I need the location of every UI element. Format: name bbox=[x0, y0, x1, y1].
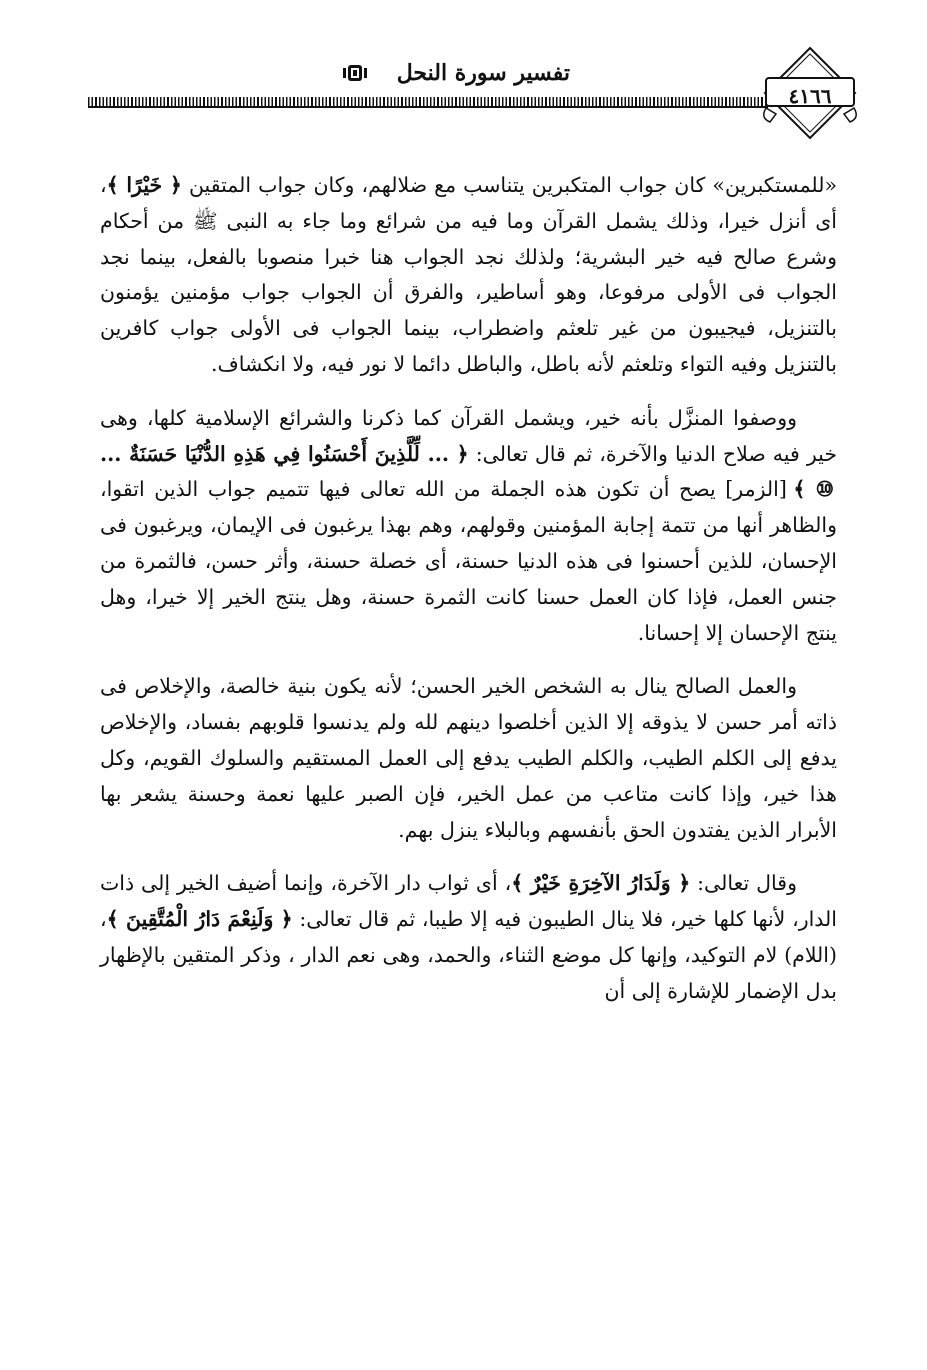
page-body-text bbox=[100, 168, 837, 1028]
paragraph-text: وقال تعالى: bbox=[690, 871, 797, 896]
paragraph-text: ووصفوا المنزَّل بأنه خير، ويشمل القرآن كما ذكرنا والشرائع الإسلامية كلها، وهى خير فيه صلاح الدنيا والآخرة، ثم قال تعالى: bbox=[100, 405, 837, 466]
paragraph-text: [الزمر] يصح أن تكون هذه الجملة من الله تعالى فيها تتميم جواب الذين اتقوا، والظاهر أنها من تتمة إجابة المؤمنين وقولهم، وهم بهذا يرغبون فى الإيمان، ويرغبون فى الإحسان، للذين أحسنوا فى هذه الدنيا حسنة، أى خصلة حسنة، وأثر حسن، فالثمرة من جنس العمل، فإذا كان العمل حسنا كانت الثمرة حسنة، وهل ينتج الخير إلا خيرا، وهل ينتج الإحسان إلا إحسانا. bbox=[100, 477, 837, 645]
page-number: ٤١٦٦ bbox=[788, 84, 832, 108]
quran-quote: ﴿ ... لِّلَّذِينَ أَحْسَنُوا فِي هَذِهِ الدُّنْيَا حَسَنَةٌ ... ⑩ ﴾ bbox=[100, 441, 838, 502]
header-rule-line bbox=[88, 106, 768, 108]
page-number-ornament bbox=[760, 38, 860, 148]
quran-quote: ﴿ وَلَنِعْمَ دَارُ الْمُتَّقِينَ ﴾ bbox=[106, 907, 293, 932]
paragraph bbox=[100, 866, 837, 1009]
quran-quote: ﴿ وَلَدَارُ الآخِرَةِ خَيْرٌ ﴾ bbox=[511, 871, 691, 896]
paragraph-text: «للمستكبرين» كان جواب المتكبرين يتناسب مع ضلالهم، وكان جواب المتقين bbox=[181, 173, 837, 197]
paragraph-text: ، (اللام) لام التوكيد، وإنها كل موضع الثناء، والحمد، وهى نعم الدار ، وذكر المتقين بالإظهار بدل الإضمار للإشارة إلى أن bbox=[100, 907, 837, 1003]
quran-quote: ﴿ خَيْرًا ﴾ bbox=[106, 173, 182, 197]
paragraph-text: والعمل الصالح ينال به الشخص الخير الحسن؛ لأنه يكون بنية خالصة، والإخلاص فى ذاته أمر حسن لا يذوقه إلا الذين أخلصوا دينهم لله ولم يدنسوا قلوبهم بفساد، والإخلاص يدفع إلى الكلم الطيب، والكلم الطيب يدفع إلى العمل المستقيم والسلوك القويم، وكل هذا خير، وإذا كانت متاعب من عمل الخير، فإن الصبر عليها نعمة وحسنة يشعر بها الأبرار الذين يفتدون الحق بأنفسهم وبالبلاء ينزل بهم. bbox=[100, 674, 837, 842]
paragraph bbox=[100, 401, 837, 652]
paragraph-text: ، أى ثواب دار الآخرة، وإنما أضيف الخير إلى ذات الدار، لأنها كلها خير، فلا ينال الطيبون فيه إلا طيبا، ثم قال تعالى: bbox=[100, 871, 837, 932]
paragraph bbox=[100, 669, 837, 848]
paragraph-text: ، أى أنزل خيرا، وذلك يشمل القرآن وما فيه من شرائع وما جاء به النبى ﷺ من أحكام وشرع صالح فيه خير البشرية؛ ولذلك نجد الجواب هنا خبرا منصوبا بالفعل، بينما نجد الجواب فى الأولى مرفوعا، وهو أساطير، والفرق أن الجواب جواب مؤمنين يؤمنون بالتنزيل، فيجيبون من غير تلعثم واضطراب، بينما الجواب فى الأولى جواب كافرين بالتنزيل وفيه التواء وتلعثم لأنه باطل، والباطل دائما لا نور فيه، ولا انكشاف. bbox=[100, 173, 837, 376]
running-header bbox=[60, 30, 860, 150]
header-ornament-icon bbox=[348, 65, 362, 81]
chapter-title: تفسير سورة النحل bbox=[396, 60, 570, 86]
paragraph bbox=[100, 168, 837, 383]
